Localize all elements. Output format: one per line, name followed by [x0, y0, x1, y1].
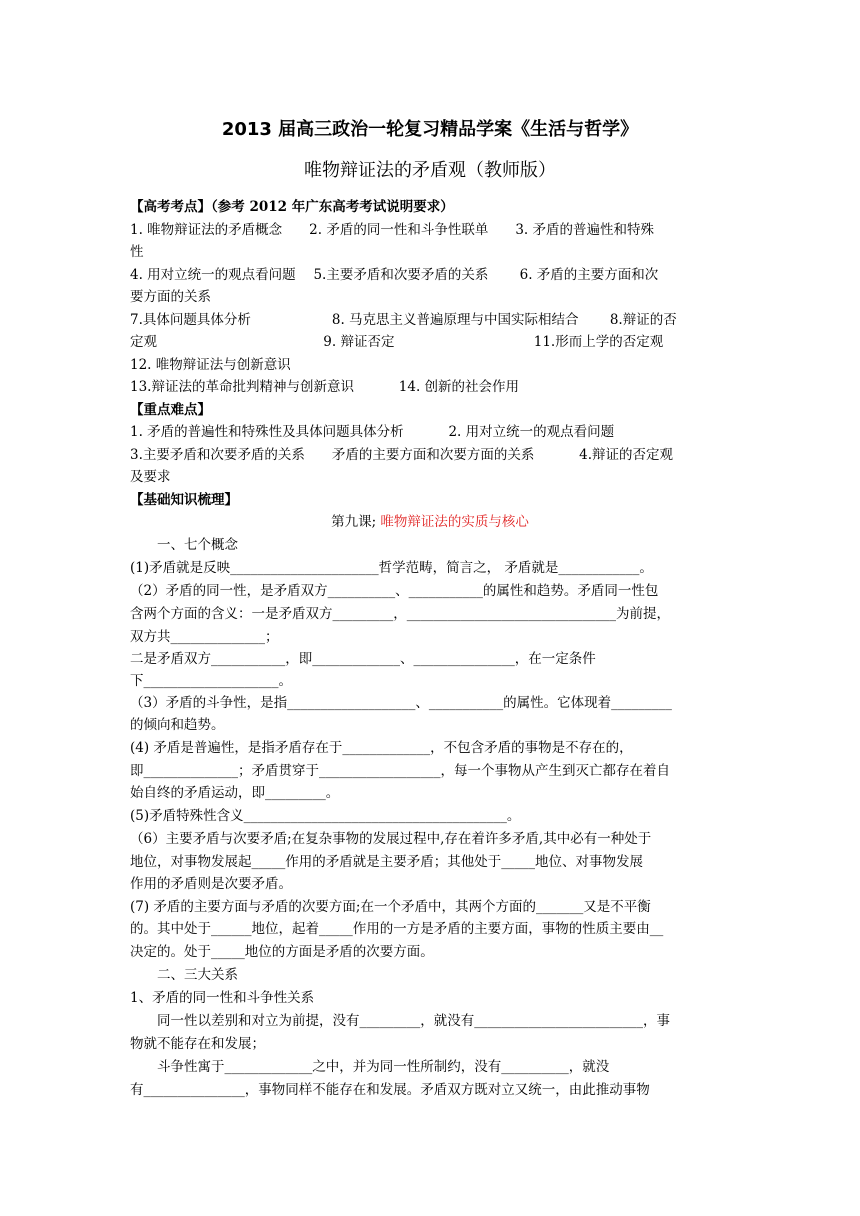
- text-line: 13.辩证法的革命批判精神与创新意识 14. 创新的社会作用: [130, 379, 520, 395]
- lesson-title: 唯物辩证法的实质与核心: [380, 514, 529, 530]
- text-line: （2）矛盾的同一性，是矛盾双方__________、___________的属性和趋势。矛盾同一性包: [130, 583, 659, 599]
- text-line: 物就不能存在和发展；: [130, 1036, 265, 1052]
- text-line: 12. 唯物辩证法与创新意识: [130, 357, 291, 373]
- text-line: 及要求: [130, 469, 171, 485]
- text-line: 二是矛盾双方___________，即_____________、_______________，在一定条件: [130, 651, 596, 667]
- text-line: （6）主要矛盾与次要矛盾;在复杂事物的发展过程中,存在着许多矛盾,其中必有一种处于: [130, 831, 652, 847]
- text-line: 斗争性寓于_____________之中，并为同一性所制约，没有__________，就没: [130, 1059, 610, 1075]
- text-line: 有_______________，事物同样不能存在和发展。矛盾双方既对立又统一，由此推动事物: [130, 1082, 650, 1098]
- text-line: (5)矛盾特殊性含义_______________________________________。: [130, 808, 521, 824]
- section-heading-basics: 【基础知识梳理】: [130, 492, 238, 508]
- text-line: (4) 矛盾是普遍性，是指矛盾存在于_____________，不包含矛盾的事物是不存在的，: [130, 740, 633, 756]
- text-line: 定观 9. 辩证否定 11.形而上学的否定观: [130, 334, 664, 350]
- text-line: 作用的矛盾则是次要矛盾。: [130, 876, 292, 892]
- text-line: 的倾向和趋势。: [130, 717, 225, 733]
- text-line: 二、三大关系: [130, 967, 238, 983]
- text-line: 下____________________。: [130, 673, 292, 689]
- document-title: 2013 届高三政治一轮复习精品学案《生活与哲学》: [221, 119, 639, 140]
- lesson-heading: [130, 511, 730, 533]
- section-heading-exam-points: 【高考考点】（参考 2012 年广东高考考试说明要求）: [130, 199, 454, 215]
- text-line: 7.具体问题具体分析 8. 马克思主义普遍原理与中国实际相结合 8.辩证的否: [130, 312, 677, 328]
- text-line: 双方共______________；: [130, 629, 279, 645]
- text-line: 4. 用对立统一的观点看问题 5.主要矛盾和次要矛盾的关系 6. 矛盾的主要方面和次: [130, 267, 659, 283]
- text-line: (7) 矛盾的主要方面与矛盾的次要方面;在一个矛盾中，其两个方面的_______又是不平衡: [130, 899, 651, 915]
- text-line: 一、七个概念: [130, 537, 238, 553]
- text-line: 要方面的关系: [130, 289, 211, 305]
- text-line: 同一性以差别和对立为前提，没有_________，就没有_________________________，事: [130, 1013, 670, 1029]
- text-line: 即______________；矛盾贯穿于__________________，每一个事物从产生到灭亡都存在着自: [130, 763, 670, 779]
- text-line: (1)矛盾就是反映______________________哲学范畴，简言之， 矛盾就是____________。: [130, 560, 653, 576]
- lesson-prefix: 第九课;: [331, 514, 381, 530]
- text-line: 始自终的矛盾运动，即_________。: [130, 785, 340, 801]
- text-line: 含两个方面的含义：一是矛盾双方_________，_______________________________为前提，: [130, 606, 670, 622]
- text-line: 3.主要矛盾和次要矛盾的关系 矛盾的主要方面和次要方面的关系 4.辩证的否定观: [130, 447, 674, 463]
- text-line: （3）矛盾的斗争性，是指___________________、___________的属性。它体现着_________: [130, 695, 672, 711]
- text-line: 决定的。处于_____地位的方面是矛盾的次要方面。: [130, 944, 434, 960]
- section-heading-key-points: 【重点难点】: [130, 402, 211, 418]
- text-line: 的。其中处于______地位，起着_____作用的一方是矛盾的主要方面，事物的性质主要由__: [130, 921, 664, 937]
- text-line: 1. 唯物辩证法的矛盾概念 2. 矛盾的同一性和斗争性联单 3. 矛盾的普遍性和特殊: [130, 222, 655, 238]
- text-line: 地位，对事物发展起_____作用的矛盾就是主要矛盾；其他处于_____地位、对事物发展: [130, 854, 643, 870]
- text-line: 性: [130, 244, 144, 260]
- text-line: 1. 矛盾的普遍性和特殊性及具体问题具体分析 2. 用对立统一的观点看问题: [130, 424, 615, 440]
- document-subtitle: 唯物辩证法的矛盾观（教师版）: [304, 160, 556, 181]
- text-line: 1、矛盾的同一性和斗争性关系: [130, 990, 315, 1006]
